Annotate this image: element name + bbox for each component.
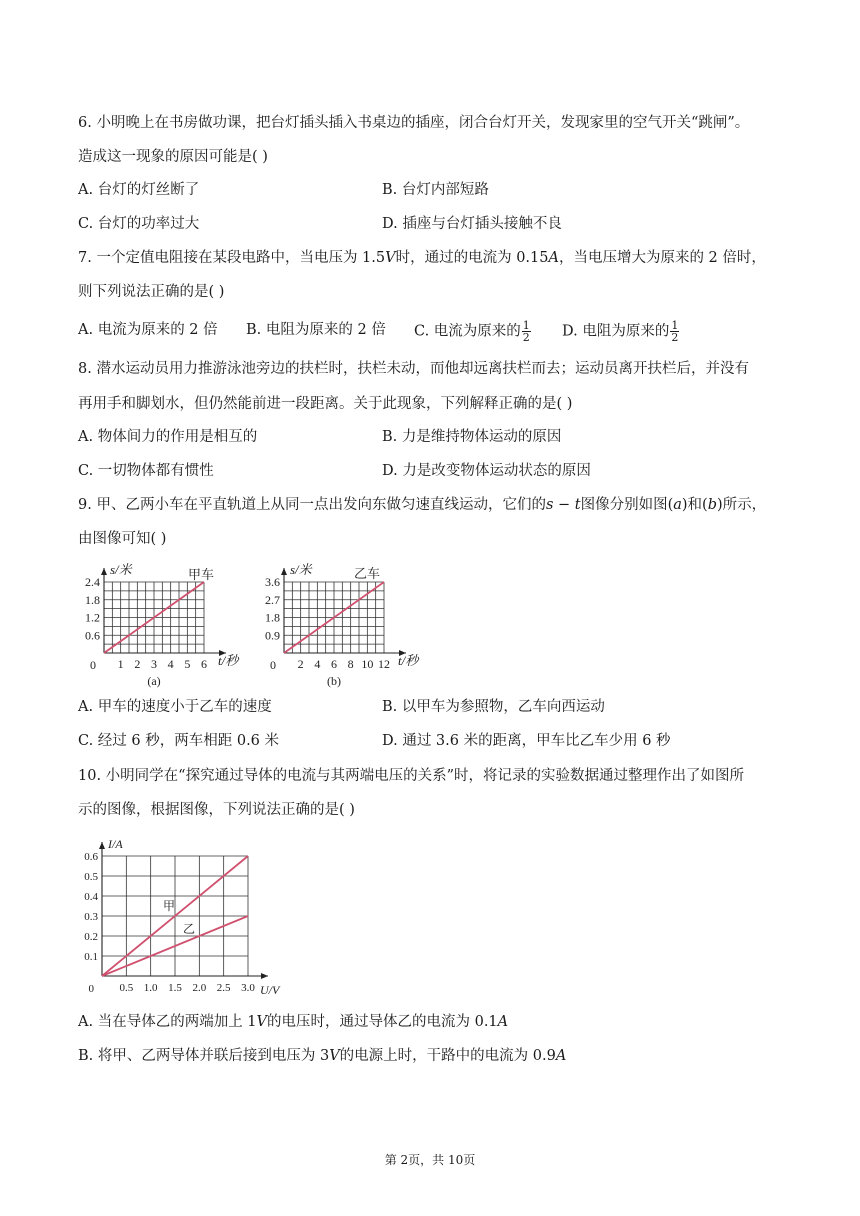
y-tick-label: 0.1 [84, 951, 98, 963]
y-tick-label: 0.9 [265, 628, 280, 643]
q7-stem-line1: 7. 一个定值电阻接在某段电路中，当电压为 1.5𝑉时，通过的电流为 0.15𝐴，当电压增大为原来的 2 倍时， [78, 250, 766, 266]
x-axis-arrow [261, 973, 268, 979]
origin-label: 0 [88, 983, 94, 995]
q10-stem-line1: 10. 小明同学在“探究通过导体的电流与其两端电压的关系”时，将记录的实验数据通过整理作出了如图所 [78, 768, 744, 784]
q6-option-a[interactable]: A. 台灯的灯丝断了 [78, 182, 200, 198]
q7-option-a[interactable]: A. 电流为原来的 2 倍 [78, 322, 218, 338]
q9-stem-line1: 9. 甲、乙两小车在平直轨道上从同一点出发向东做匀速直线运动，它们的𝑠 − 𝑡图像分别如图(𝑎)和(𝑏)所示， [78, 497, 767, 513]
series-label: 乙 [183, 922, 196, 936]
y-tick-label: 0.2 [84, 931, 98, 943]
y-axis-label: I/A [108, 837, 123, 851]
q8-stem-line1: 8. 潜水运动员用力推游泳池旁边的扶栏时，扶栏未动，而他却远离扶栏而去；运动员离开扶栏后，并没有 [78, 361, 749, 377]
x-tick-label: 2 [134, 657, 141, 671]
q6-stem-line2: 造成这一现象的原因可能是( ) [78, 149, 268, 165]
series-label: 甲 [163, 899, 176, 913]
x-tick-label: 1.5 [168, 982, 182, 994]
page-footer: 第 2页，共 10页 [384, 1153, 476, 1167]
y-tick-label: 3.6 [265, 575, 280, 589]
x-tick-label: 8 [347, 657, 354, 671]
x-tick-label: 5 [184, 657, 191, 671]
x-tick-label: 4 [314, 657, 321, 671]
q8-option-a[interactable]: A. 物体间力的作用是相互的 [78, 429, 258, 445]
chart-a-jia-car-st-graph [78, 558, 258, 688]
x-tick-label: 1.0 [143, 982, 158, 994]
q10-stem-line2: 示的图像，根据图像，下列说法正确的是( ) [78, 802, 355, 818]
q9-option-c[interactable]: C. 经过 6 秒，两车相距 0.6 米 [78, 733, 280, 749]
q10-option-a[interactable]: A. 当在导体乙的两端加上 1𝑉的电压时，通过导体乙的电流为 0.1𝐴 [78, 1014, 509, 1030]
x-tick-label: 2.5 [216, 982, 231, 994]
y-axis-arrow [281, 568, 287, 575]
fraction-one-half: $\frac{1}{2}$ [522, 319, 530, 344]
y-tick-label: 0.6 [85, 628, 100, 643]
q7-option-c[interactable] [414, 320, 531, 343]
y-axis-arrow [101, 568, 107, 575]
q6-stem-line1: 6. 小明晚上在书房做功课，把台灯插头插入书桌边的插座，闭合台灯开关，发现家里的空气开关“跳闸”。 [78, 115, 750, 131]
y-tick-label: 0.5 [84, 871, 98, 883]
series-label: 乙车 [354, 566, 381, 581]
chart-caption: (a) [147, 674, 161, 688]
x-tick-label: 12 [378, 657, 390, 671]
x-tick-label: 3 [151, 657, 157, 671]
x-tick-label: 0.5 [119, 982, 134, 994]
q6-option-b[interactable]: B. 台灯内部短路 [382, 182, 489, 198]
chart-i-u-graph [78, 830, 308, 1002]
q8-option-b[interactable]: B. 力是维持物体运动的原因 [382, 429, 562, 445]
origin-label: 0 [270, 658, 276, 672]
x-tick-label: 4 [167, 657, 174, 671]
chart-caption: (b) [327, 674, 341, 688]
x-tick-label: 6 [201, 657, 207, 671]
y-tick-label: 2.4 [85, 575, 100, 589]
q9-stem-line2: 由图像可知( ) [78, 531, 167, 547]
x-tick-label: 3.0 [241, 982, 255, 994]
q6-option-d[interactable]: D. 插座与台灯插头接触不良 [382, 216, 562, 232]
fraction-one-half: $\frac{1}{2}$ [671, 319, 679, 344]
q7-option-c-text: C. 电流为原来的 [414, 323, 521, 340]
y-axis-label: s/米 [110, 562, 132, 577]
y-tick-label: 1.8 [265, 610, 280, 625]
x-tick-label: 2.0 [192, 982, 207, 994]
q8-stem-line2: 再用手和脚划水，但仍然能前进一段距离。关于此现象，下列解释正确的是( ) [78, 396, 573, 412]
x-tick-label: 1 [117, 657, 124, 671]
chart-b-yi-car-st-graph [258, 558, 438, 688]
y-tick-label: 0.3 [84, 911, 98, 923]
series-label: 甲车 [188, 567, 215, 582]
q6-option-c[interactable]: C. 台灯的功率过大 [78, 216, 200, 232]
y-tick-label: 0.6 [84, 851, 98, 863]
x-axis-label: t/秒 [218, 653, 239, 668]
q10-option-b[interactable]: B. 将甲、乙两导体并联后接到电压为 3𝑉的电源上时，干路中的电流为 0.9𝐴 [78, 1048, 567, 1064]
x-tick-label: 2 [297, 657, 304, 671]
x-tick-label: 6 [331, 657, 337, 671]
q8-option-d[interactable]: D. 力是改变物体运动状态的原因 [382, 463, 591, 479]
q9-option-a[interactable]: A. 甲车的速度小于乙车的速度 [78, 699, 272, 715]
q7-option-d[interactable] [562, 320, 679, 343]
y-axis-label: s/米 [290, 562, 312, 577]
origin-label: 0 [90, 658, 96, 672]
q7-option-b[interactable]: B. 电阻为原来的 2 倍 [246, 322, 386, 338]
x-tick-label: 10 [361, 657, 374, 671]
y-tick-label: 0.4 [84, 891, 98, 903]
y-tick-label: 2.7 [265, 592, 280, 607]
q7-option-d-text: D. 电阻为原来的 [562, 323, 670, 340]
y-tick-label: 1.2 [85, 610, 100, 625]
q9-option-b[interactable]: B. 以甲车为参照物，乙车向西运动 [382, 699, 605, 715]
q7-stem-line2: 则下列说法正确的是( ) [78, 284, 225, 300]
q9-option-d[interactable]: D. 通过 3.6 米的距离，甲车比乙车少用 6 秒 [382, 733, 671, 749]
q8-option-c[interactable]: C. 一切物体都有惯性 [78, 463, 214, 479]
x-axis-label: U/V [260, 983, 280, 997]
x-axis-label: t/秒 [398, 653, 419, 668]
y-axis-arrow [99, 842, 105, 849]
y-tick-label: 1.8 [85, 592, 100, 607]
